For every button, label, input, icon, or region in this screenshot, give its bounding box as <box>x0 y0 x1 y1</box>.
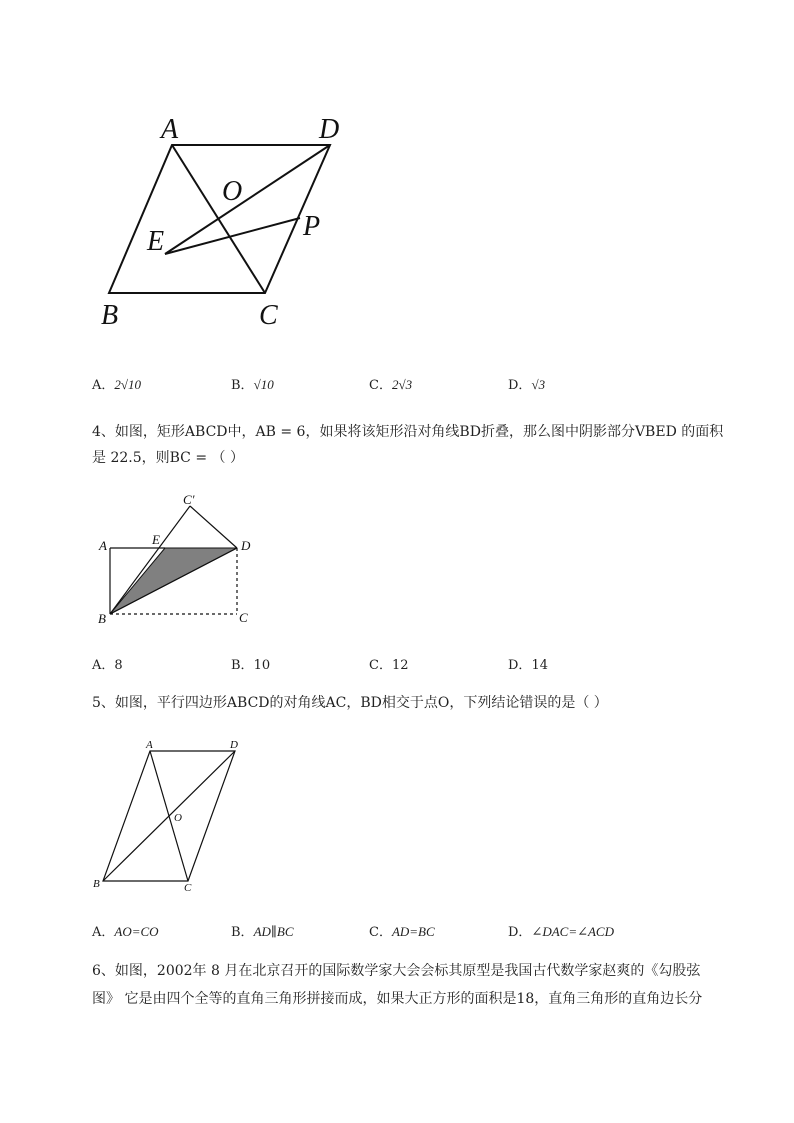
option-letter: D． <box>508 378 532 393</box>
option-letter: D． <box>508 925 532 940</box>
option-value: ∠DAC=∠ACD <box>531 924 614 939</box>
label-C: C <box>259 300 278 331</box>
figure-1-parallelogram <box>95 108 365 333</box>
option-letter: C． <box>369 658 392 673</box>
option-letter: D． <box>508 658 532 673</box>
q6-line-2: 图》 它是由四个全等的直角三角形拼接而成，如果大正方形的面积是18，直角三角形的直角边长分 <box>92 991 703 1007</box>
option-letter: C． <box>369 925 392 940</box>
q5-option-c[interactable] <box>369 921 435 940</box>
option-letter: A． <box>92 658 115 673</box>
label-P: P <box>303 211 321 242</box>
label-O: O <box>174 812 182 824</box>
option-letter: B． <box>231 658 254 673</box>
option-letter: A． <box>92 378 115 393</box>
option-value: 12 <box>391 658 409 673</box>
label-O: O <box>222 176 243 207</box>
q3-option-c[interactable] <box>369 374 412 393</box>
option-letter: C． <box>369 378 392 393</box>
q3-option-b[interactable] <box>231 374 274 393</box>
option-letter: A． <box>92 925 115 940</box>
option-value: 14 <box>531 658 548 673</box>
option-value: 8 <box>114 658 123 673</box>
q4-option-a[interactable] <box>92 654 123 673</box>
q5-option-a[interactable] <box>92 921 159 940</box>
label-E: E <box>147 226 165 257</box>
label-A: A <box>161 114 179 145</box>
option-value: AO=CO <box>114 924 159 939</box>
option-value: √3 <box>531 377 546 392</box>
label-C: C <box>184 882 192 894</box>
option-value: 10 <box>253 658 271 673</box>
q4-option-c[interactable] <box>369 654 409 673</box>
option-value: AD∥BC <box>253 924 294 939</box>
figure-4-folded-rectangle <box>95 492 265 632</box>
q5-line-1: 5、如图，平行四边形ABCD的对角线AC，BD相交于点O，下列结论错误的是（ ） <box>92 695 608 711</box>
option-value: AD=BC <box>391 924 435 939</box>
q4-line-1: 4、如图，矩形ABCD中，AB = 6，如果将该矩形沿对角线BD折叠，那么图中阴影部分VBED 的面积 <box>92 424 724 440</box>
label-B: B <box>101 300 119 331</box>
q5-option-b[interactable] <box>231 921 294 940</box>
option-value: 2√3 <box>391 377 413 392</box>
label-C-prime: C′ <box>183 492 195 507</box>
option-letter: B． <box>231 378 254 393</box>
q5-option-d[interactable] <box>508 921 614 940</box>
option-letter: B． <box>231 925 254 940</box>
label-A: A <box>146 739 153 751</box>
option-value: √10 <box>253 377 274 392</box>
label-B: B <box>98 611 106 626</box>
label-D: D <box>319 114 340 145</box>
q3-option-a[interactable] <box>92 374 141 393</box>
q3-option-d[interactable] <box>508 374 545 393</box>
q4-option-d[interactable] <box>508 654 548 673</box>
figure-5-parallelogram <box>90 735 250 895</box>
label-D: D <box>230 739 238 751</box>
option-value: 2√10 <box>114 377 142 392</box>
label-B: B <box>93 878 100 890</box>
label-D: D <box>241 538 251 553</box>
q4-line-2: 是 22.5，则BC = （ ） <box>92 450 244 466</box>
q6-line-1: 6、如图，2002年 8 月在北京召开的国际数学家大会会标其原型是我国古代数学家赵爽的《勾股弦 <box>92 963 701 979</box>
label-A: A <box>99 538 107 553</box>
label-E: E <box>152 532 160 547</box>
q4-option-b[interactable] <box>231 654 270 673</box>
label-C: C <box>239 610 248 625</box>
